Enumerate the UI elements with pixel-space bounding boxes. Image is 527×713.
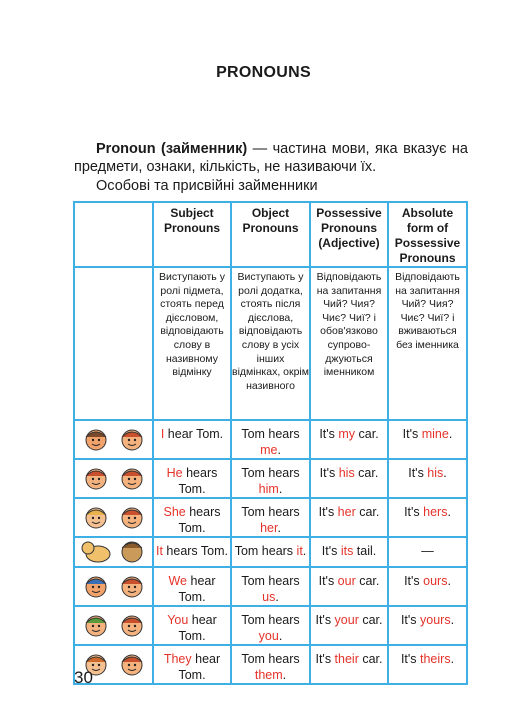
pronoun-highlight: I <box>160 427 165 441</box>
example-possessive <box>310 645 388 684</box>
example-subject <box>153 537 231 567</box>
us-icon <box>74 567 153 606</box>
example-text: It's <box>404 574 424 588</box>
example-text: It's <box>315 613 335 627</box>
example-text: . <box>302 544 307 558</box>
table-row <box>74 537 467 567</box>
example-subject <box>153 420 231 459</box>
example-text: car. <box>358 652 383 666</box>
example-absolute <box>388 459 467 498</box>
example-text: car. <box>355 574 380 588</box>
example-text: hear Tom. <box>178 574 216 604</box>
pronoun-highlight: their <box>334 652 359 666</box>
pronoun-table <box>73 201 468 685</box>
pronoun-highlight: him <box>258 482 279 496</box>
example-possessive <box>310 606 388 645</box>
example-text: It's <box>321 544 341 558</box>
example-object <box>231 567 310 606</box>
header-subject: Subject Pronouns <box>153 202 231 267</box>
example-text: . <box>443 466 447 480</box>
example-text: It's <box>400 613 420 627</box>
example-text: tail. <box>353 544 377 558</box>
example-text: Tom hears <box>234 544 297 558</box>
example-text: Tom hears <box>241 505 300 519</box>
example-text: hears Tom. <box>178 466 218 496</box>
page-number: 30 <box>74 668 93 687</box>
example-text: . <box>277 443 281 457</box>
corner-cell <box>74 202 153 267</box>
table-row <box>74 567 467 606</box>
example-text: . <box>450 652 455 666</box>
example-text: Tom hears <box>241 574 300 588</box>
example-text: It's <box>318 505 338 519</box>
desc-subject: Виступають у ролі підмета, стоять перед дієсловом, відповідають слову в називному відмінку <box>153 267 231 420</box>
pronoun-highlight: them <box>254 668 283 682</box>
boy-icon <box>74 459 153 498</box>
example-text: It's <box>319 427 339 441</box>
example-absolute <box>388 567 467 606</box>
intro-term: Pronoun (займенник) <box>96 141 248 157</box>
pronoun-highlight: her <box>260 521 278 535</box>
pronoun-highlight: hers <box>423 505 448 519</box>
example-absolute <box>388 498 467 537</box>
pointing-you-icon <box>74 606 153 645</box>
example-object <box>231 606 310 645</box>
example-text: — <box>421 544 434 558</box>
example-text: car. <box>358 613 383 627</box>
example-text: It's <box>408 466 428 480</box>
table-row <box>74 606 467 645</box>
example-absolute <box>388 606 467 645</box>
example-possessive <box>310 498 388 537</box>
desc-possessive: Відповідають на запитання Чий? Чия? Чиє? Чиї? і обов'язково супрово-джуються іменником <box>310 267 388 420</box>
header-object: Object Pronouns <box>231 202 310 267</box>
example-text: hears Tom. <box>178 505 221 535</box>
pronoun-highlight: theirs <box>420 652 451 666</box>
example-object <box>231 537 310 567</box>
header-absolute: Absolute form of Possessive Pronouns <box>388 202 467 267</box>
pronoun-highlight: We <box>168 574 188 588</box>
pronoun-highlight: my <box>338 427 356 441</box>
table-row <box>74 420 467 459</box>
dog-icon <box>74 537 153 567</box>
desc-object: Виступають у ролі додатка, стоять після дієслова, відповідають слову в усіх інших відмінках, окрім називного <box>231 267 310 420</box>
pronoun-highlight: us <box>262 590 276 604</box>
example-text: hear Tom. <box>164 427 224 441</box>
example-absolute <box>388 420 467 459</box>
example-text: Tom hears <box>241 652 300 666</box>
pronoun-highlight: yours <box>420 613 451 627</box>
example-text: car. <box>354 466 379 480</box>
pronoun-highlight: her <box>337 505 356 519</box>
example-possessive <box>310 567 388 606</box>
example-text: hears Tom. <box>162 544 229 558</box>
pronoun-highlight: ours <box>423 574 448 588</box>
example-text: hear Tom. <box>178 613 217 643</box>
pronoun-highlight: its <box>340 544 354 558</box>
example-subject <box>153 498 231 537</box>
example-text: It's <box>315 652 335 666</box>
pronoun-highlight: me <box>260 443 278 457</box>
example-text: . <box>278 629 283 643</box>
table-row <box>74 459 467 498</box>
pronoun-highlight: our <box>337 574 356 588</box>
pronoun-highlight: She <box>163 505 186 519</box>
pronoun-highlight: your <box>334 613 359 627</box>
pronoun-highlight: They <box>163 652 192 666</box>
example-text: It's <box>404 505 424 519</box>
pronoun-highlight: mine <box>421 427 449 441</box>
example-subject <box>153 645 231 684</box>
example-text: Tom hears <box>241 466 300 480</box>
example-subject <box>153 567 231 606</box>
example-text: . <box>282 668 287 682</box>
example-absolute <box>388 537 467 567</box>
pronoun-highlight: it <box>296 544 303 558</box>
example-subject <box>153 459 231 498</box>
girl-icon <box>74 498 153 537</box>
example-text: car. <box>355 427 379 441</box>
example-text: . <box>275 590 279 604</box>
example-text: . <box>277 521 281 535</box>
intro-definition: — частина мови, яка вказує на предмети, ознаки, кількість, не називаючи їх. <box>74 141 468 175</box>
pronoun-highlight: He <box>166 466 183 480</box>
pronoun-highlight: you <box>258 629 279 643</box>
example-text: . <box>448 427 453 441</box>
example-object <box>231 459 310 498</box>
example-possessive <box>310 420 388 459</box>
example-text: Tom hears <box>241 613 300 627</box>
pointing-self-icon <box>74 420 153 459</box>
example-text: hear Tom. <box>178 652 221 682</box>
example-object <box>231 498 310 537</box>
example-text: It's <box>319 466 339 480</box>
page-title: PRONOUNS <box>216 64 311 81</box>
example-possessive <box>310 459 388 498</box>
table-subheading: Особові та присвійні займенники <box>96 178 318 194</box>
pronoun-highlight: his <box>427 466 444 480</box>
header-row <box>74 202 467 267</box>
example-text: It's <box>402 427 422 441</box>
example-object <box>231 420 310 459</box>
example-subject <box>153 606 231 645</box>
intro-paragraph <box>74 140 468 176</box>
corner-cell <box>74 267 153 420</box>
example-text: Tom hears <box>241 427 300 441</box>
example-text: It's <box>318 574 338 588</box>
example-text: It's <box>400 652 420 666</box>
pronoun-highlight: It <box>155 544 163 558</box>
example-text: . <box>278 482 283 496</box>
example-text: . <box>450 613 455 627</box>
table-row <box>74 645 467 684</box>
example-possessive <box>310 537 388 567</box>
pronoun-highlight: his <box>338 466 355 480</box>
example-object <box>231 645 310 684</box>
table-row <box>74 498 467 537</box>
example-text: . <box>447 574 451 588</box>
description-row <box>74 267 467 420</box>
pronoun-highlight: You <box>167 613 189 627</box>
desc-absolute: Відповідають на запитання Чий? Чия? Чиє? Чиї? і вживаються без іменника <box>388 267 467 420</box>
example-absolute <box>388 645 467 684</box>
header-possessive: Possessive Pronouns (Adjective) <box>310 202 388 267</box>
example-text: car. <box>355 505 380 519</box>
example-text: . <box>447 505 451 519</box>
